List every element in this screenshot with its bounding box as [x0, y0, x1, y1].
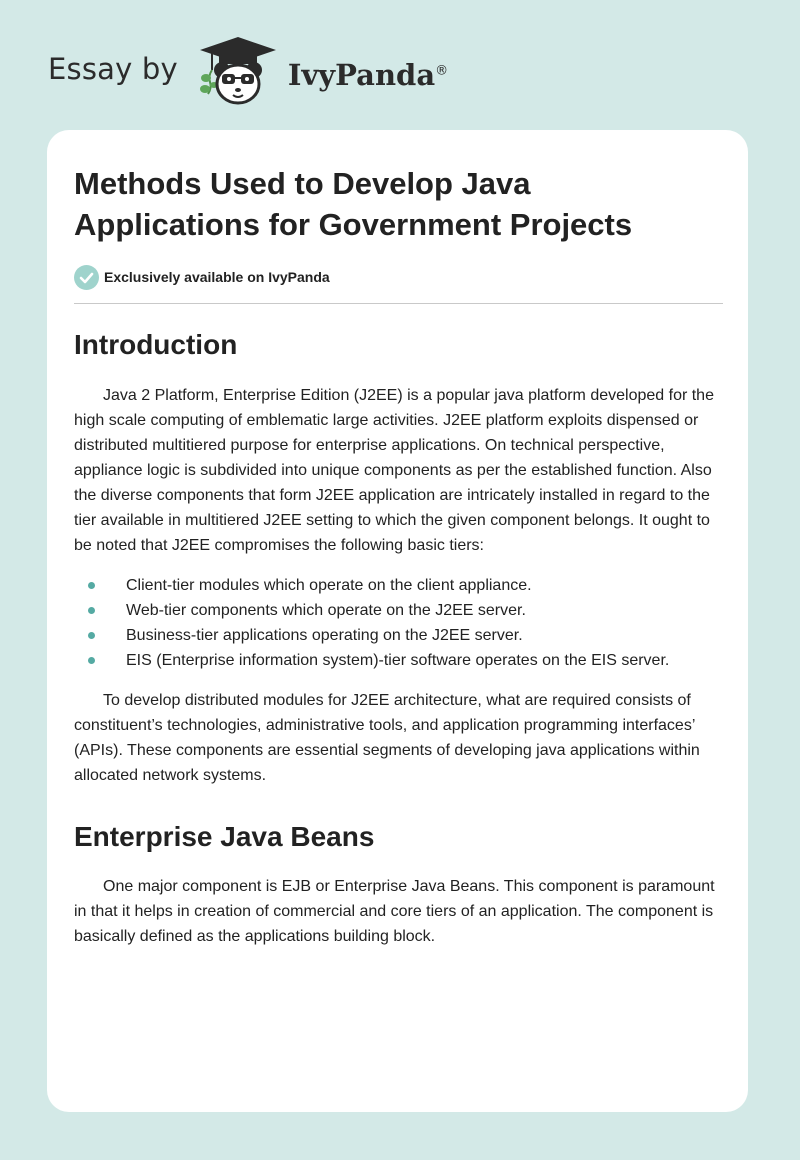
check-circle-icon: [74, 265, 99, 290]
list-item: Web-tier components which operate on the J2EE server.: [74, 598, 723, 623]
registered-mark: ®: [435, 63, 449, 79]
tier-list: [74, 573, 723, 673]
section-heading-ejb: Enterprise Java Beans: [74, 821, 375, 852]
intro-paragraph-2: To develop distributed modules for J2EE architecture, what are required consists of constituent’s technologies, administrative tools, and application programming interfaces’ (APIs). These components are essential segments of developing java applications within allocated network systems.: [74, 692, 700, 784]
title-divider: [74, 303, 723, 304]
intro-paragraph-1: Java 2 Platform, Enterprise Edition (J2EE) is a popular java platform developed for the high scale computing of emblematic large activities. J2EE platform exploits dispensed or distributed multitiered purpose for enterprise applications. On technical perspective, appliance logic is subdivided into unique components as per the established function. Also the diverse components that form J2EE application are intricately installed in regard to the tier available in multitiered J2EE setting to which the given component belongs. It ought to be noted that J2EE compromises the following basic tiers:: [74, 387, 714, 554]
exclusive-text: Exclusively available on IvyPanda: [104, 269, 330, 285]
article-card: [47, 130, 748, 1112]
exclusive-badge: [74, 264, 723, 290]
bullet-dot: [88, 607, 95, 614]
brand-header[interactable]: [48, 34, 448, 112]
list-item: EIS (Enterprise information system)-tier software operates on the EIS server.: [74, 648, 723, 673]
ejb-paragraph-1: One major component is EJB or Enterprise Java Beans. This component is paramount in that it helps in creation of commercial and core tiers of an application. The component is basically defined as the applications building block.: [74, 878, 715, 945]
bullet-dot: [88, 582, 95, 589]
list-item: Business-tier applications operating on the J2EE server.: [74, 623, 723, 648]
bullet-dot: [88, 657, 95, 664]
section-heading-introduction: Introduction: [74, 329, 238, 360]
panda-graduate-icon: [192, 34, 284, 112]
article-title: Methods Used to Develop Java Applications for Government Projects: [74, 166, 633, 242]
brand-prefix: Essay by: [48, 52, 178, 86]
brand-name: IvyPanda®: [287, 58, 449, 92]
article-content: [74, 163, 723, 949]
bullet-dot: [88, 632, 95, 639]
list-item: Client-tier modules which operate on the client appliance.: [74, 573, 723, 598]
